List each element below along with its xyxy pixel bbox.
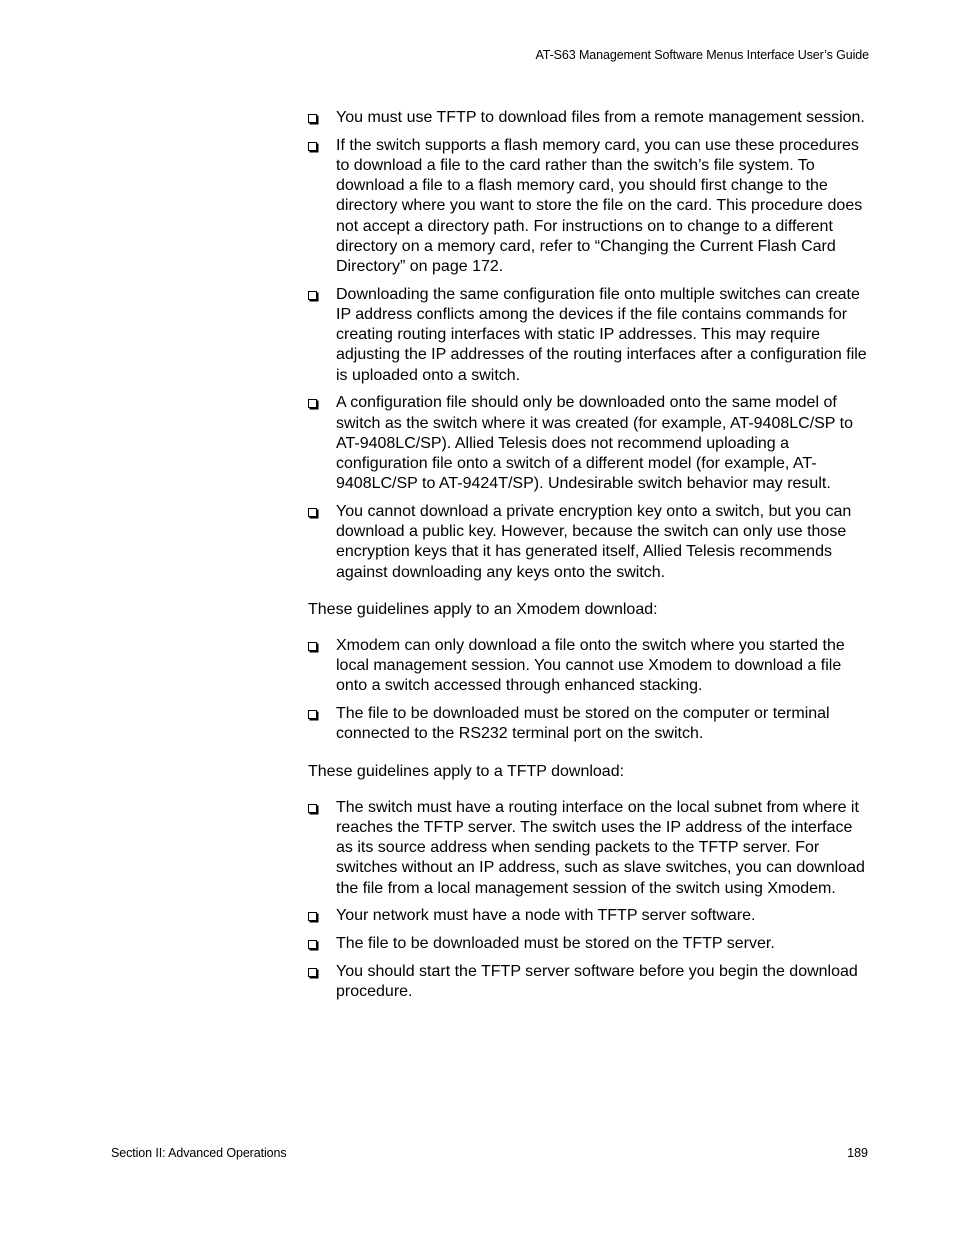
list-item: The file to be downloaded must be stored on the computer or terminal connected to the RS232 terminal port on the switch. [308, 704, 870, 744]
list-item: If the switch supports a flash memory card, you can use these procedures to download a file to the card rather than the switch’s file system. To download a file to a flash memory card, you should first change to the directory where you want to store the file on the card. This procedure does not accept a directory path. For instructions on to change to a different directory on a memory card, refer to “Changing the Current Flash Card Directory” on page 172. [308, 136, 870, 277]
tftp-intro: These guidelines apply to a TFTP download: [308, 762, 625, 780]
xmodem-intro: These guidelines apply to an Xmodem download: [308, 600, 658, 618]
checkbox-bullet-icon [308, 291, 317, 300]
list-item: You must use TFTP to download files from a remote management session. [308, 108, 870, 128]
checkbox-bullet-icon [308, 642, 317, 651]
checkbox-bullet-icon [308, 710, 317, 719]
checkbox-bullet-icon [308, 508, 317, 517]
main-content [308, 108, 870, 1010]
checkbox-bullet-icon [308, 968, 317, 977]
checkbox-bullet-icon [308, 399, 317, 408]
checkbox-bullet-icon [308, 804, 317, 813]
running-header: AT-S63 Management Software Menus Interface User’s Guide [535, 48, 869, 62]
bullet-list-xmodem [308, 636, 870, 745]
bullet-list-tftp [308, 798, 870, 1003]
checkbox-bullet-icon [308, 114, 317, 123]
footer-section: Section II: Advanced Operations [111, 1146, 287, 1160]
list-item: Downloading the same configuration file onto multiple switches can create IP address conflicts among the devices if the file contains commands for creating routing interfaces with static IP addresses. This may require adjusting the IP addresses of the routing interfaces after a configuration file is uploaded onto a switch. [308, 285, 870, 386]
page-number: 189 [847, 1146, 868, 1160]
list-item: Xmodem can only download a file onto the switch where you started the local management session. You cannot use Xmodem to download a file onto a switch accessed through enhanced stacking. [308, 636, 870, 697]
checkbox-bullet-icon [308, 940, 317, 949]
list-item: You should start the TFTP server software before you begin the download procedure. [308, 962, 870, 1002]
list-item: The switch must have a routing interface on the local subnet from where it reaches the TFTP server. The switch uses the IP address of the interface as its source address when sending packets to the TFTP server. For switches without an IP address, such as slave switches, you can download the file from a local management session of the switch using Xmodem. [308, 798, 870, 899]
list-item: The file to be downloaded must be stored on the TFTP server. [308, 934, 870, 954]
checkbox-bullet-icon [308, 142, 317, 151]
list-item: Your network must have a node with TFTP server software. [308, 906, 870, 926]
list-item: A configuration file should only be downloaded onto the same model of switch as the switch where it was created (for example, AT-9408LC/SP to AT-9408LC/SP). Allied Telesis does not recommend uploading a configuration file onto a switch of a different model (for example, AT-9408LC/SP to AT-9424T/SP). Undesirable switch behavior may result. [308, 393, 870, 494]
bullet-list-general [308, 108, 870, 583]
list-item: You cannot download a private encryption key onto a switch, but you can download a public key. However, because the switch can only use those encryption keys that it has generated itself, Allied Telesis recommends against downloading any keys onto the switch. [308, 502, 870, 583]
checkbox-bullet-icon [308, 912, 317, 921]
